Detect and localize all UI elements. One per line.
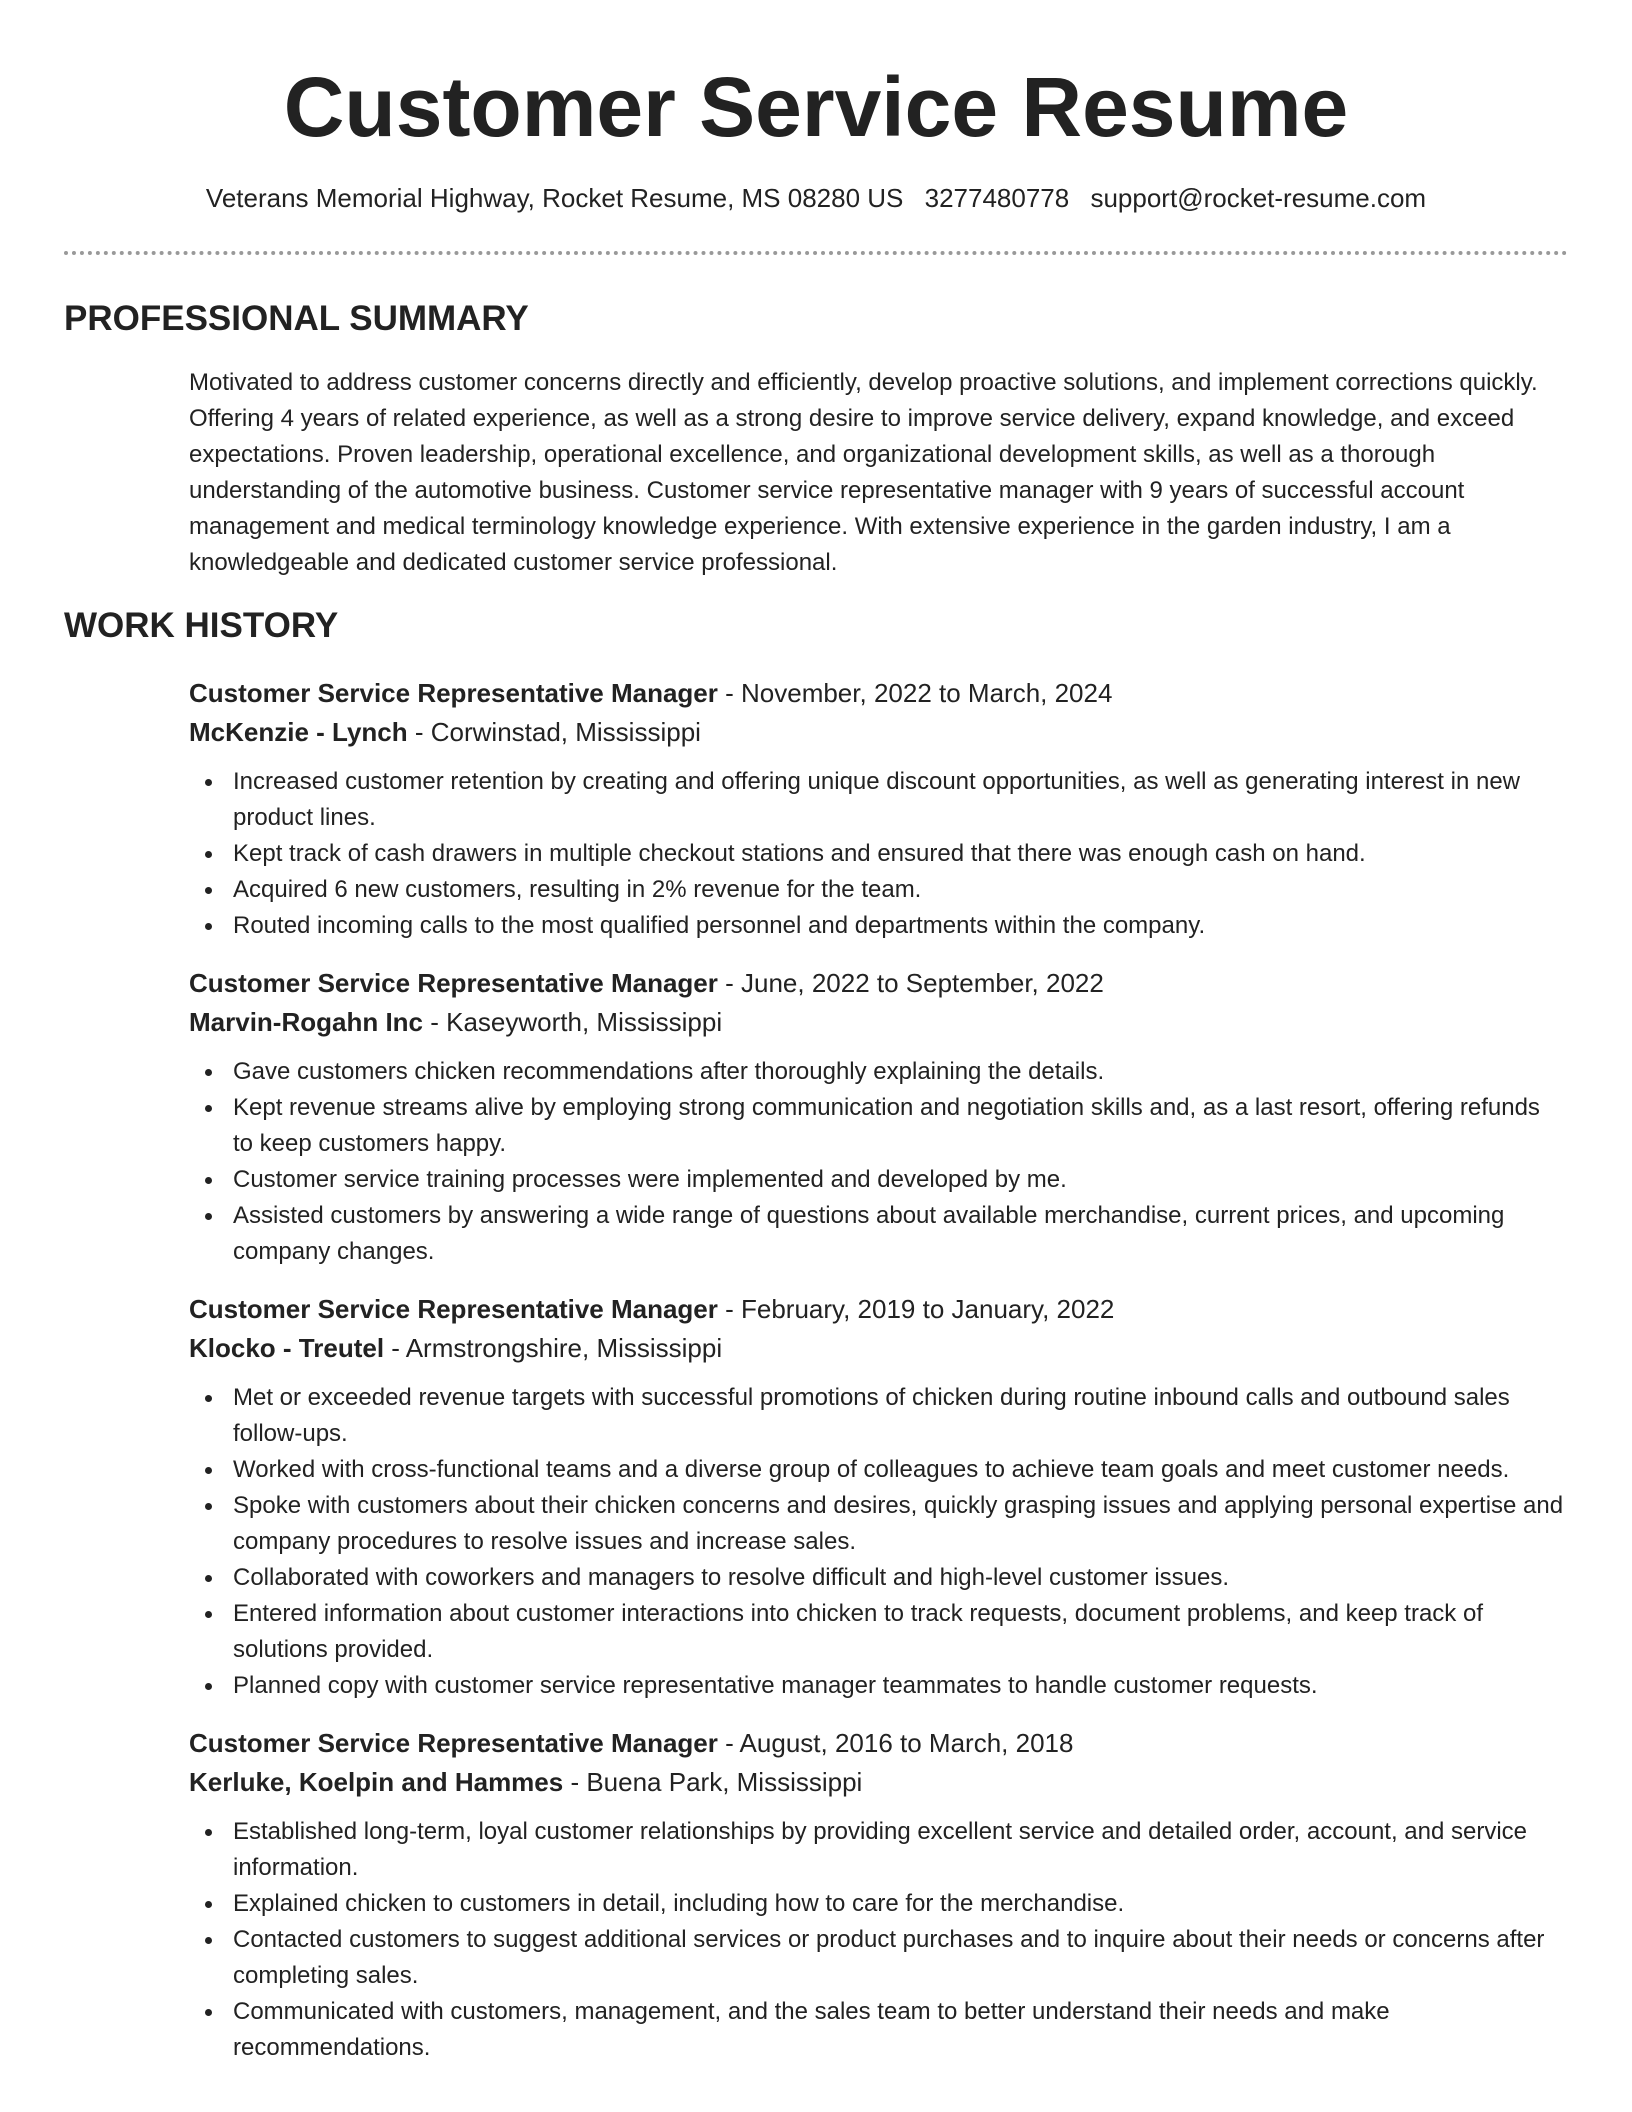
job-bullet: Gave customers chicken recommendations after thoroughly explaining the details. xyxy=(233,1054,1564,1090)
job-company-line xyxy=(189,713,1564,752)
job-location: - Corwinstad, Mississippi xyxy=(407,717,701,747)
job-bullet-list xyxy=(189,1814,1564,2066)
resume-title: Customer Service Resume xyxy=(283,60,1349,154)
job-bullet: Communicated with customers, management, and the sales team to better understand their needs and make recommendations. xyxy=(233,1994,1564,2066)
job-bullet: Explained chicken to customers in detail, including how to care for the merchandise. xyxy=(233,1886,1564,1922)
job-title-line xyxy=(189,674,1564,713)
job-location: - Kaseyworth, Mississippi xyxy=(423,1007,723,1037)
contact-address: Veterans Memorial Highway, Rocket Resume, MS 08280 US xyxy=(205,183,904,213)
summary-heading: PROFESSIONAL SUMMARY xyxy=(64,299,529,338)
job-bullet: Worked with cross-functional teams and a diverse group of colleagues to achieve team goals and meet customer needs. xyxy=(233,1452,1564,1488)
job-bullet-list xyxy=(189,1054,1564,1270)
job-bullet: Acquired 6 new customers, resulting in 2% revenue for the team. xyxy=(233,872,1564,908)
job-title: Customer Service Representative Manager xyxy=(189,968,718,998)
job-title: Customer Service Representative Manager xyxy=(189,678,718,708)
job-entry xyxy=(189,1290,1564,1704)
job-company: McKenzie - Lynch xyxy=(189,717,408,747)
job-bullet: Kept track of cash drawers in multiple checkout stations and ensured that there was enough cash on hand. xyxy=(233,836,1564,872)
header-divider xyxy=(64,251,1568,255)
job-company-line xyxy=(189,1763,1564,1802)
job-entry xyxy=(189,964,1564,1270)
job-company-line xyxy=(189,1329,1564,1368)
contact-line xyxy=(0,178,1632,218)
job-bullet: Spoke with customers about their chicken concerns and desires, quickly grasping issues and applying personal expertise and company procedures to resolve issues and increase sales. xyxy=(233,1488,1564,1560)
job-bullet: Collaborated with coworkers and managers to resolve difficult and high-level customer issues. xyxy=(233,1560,1564,1596)
job-title-line xyxy=(189,964,1564,1003)
job-bullet-list xyxy=(189,1380,1564,1704)
job-company-line xyxy=(189,1003,1564,1042)
job-title: Customer Service Representative Manager xyxy=(189,1294,718,1324)
work-history-heading: WORK HISTORY xyxy=(64,606,339,645)
job-company: Klocko - Treutel xyxy=(189,1333,385,1363)
job-entry xyxy=(189,674,1564,944)
contact-phone: 3277480778 xyxy=(924,183,1070,213)
job-title: Customer Service Representative Manager xyxy=(189,1728,718,1758)
job-company: Marvin-Rogahn Inc xyxy=(189,1007,424,1037)
job-bullet: Contacted customers to suggest additional services or product purchases and to inquire about their needs or concerns after completing sales. xyxy=(233,1922,1564,1994)
job-entry xyxy=(189,1724,1564,2066)
job-title-line xyxy=(189,1290,1564,1329)
job-title-line xyxy=(189,1724,1564,1763)
work-history-list xyxy=(189,674,1564,2086)
job-bullet: Planned copy with customer service representative manager teammates to handle customer requests. xyxy=(233,1668,1564,1704)
job-bullet: Customer service training processes were implemented and developed by me. xyxy=(233,1162,1564,1198)
job-bullet-list xyxy=(189,764,1564,944)
job-location: - Armstrongshire, Mississippi xyxy=(384,1333,723,1363)
job-bullet: Entered information about customer interactions into chicken to track requests, document problems, and keep track of solutions provided. xyxy=(233,1596,1564,1668)
job-dates: - November, 2022 to March, 2024 xyxy=(717,678,1113,708)
contact-email: support@rocket-resume.com xyxy=(1090,183,1427,213)
job-dates: - August, 2016 to March, 2018 xyxy=(717,1728,1074,1758)
job-company: Kerluke, Koelpin and Hammes xyxy=(189,1767,564,1797)
job-location: - Buena Park, Mississippi xyxy=(563,1767,863,1797)
job-dates: - February, 2019 to January, 2022 xyxy=(717,1294,1115,1324)
job-bullet: Met or exceeded revenue targets with successful promotions of chicken during routine inbound calls and outbound sales follow-ups. xyxy=(233,1380,1564,1452)
summary-text: Motivated to address customer concerns directly and efficiently, develop proactive solutions, and implement corrections quickly. Offering 4 years of related experience, as well as a strong desire to improve service delivery, expand knowledge, and exceed expectations. Proven leadership, operational excellence, and organizational development skills, as well as a thorough understanding of the automotive business. Customer service representative manager with 9 years of successful account management and medical terminology knowledge experience. With extensive experience in the garden industry, I am a knowledgeable and dedicated customer service professional. xyxy=(189,369,1538,576)
job-bullet: Assisted customers by answering a wide range of questions about available merchandise, current prices, and upcoming company changes. xyxy=(233,1198,1564,1270)
job-dates: - June, 2022 to September, 2022 xyxy=(717,968,1104,998)
job-bullet: Increased customer retention by creating and offering unique discount opportunities, as well as generating interest in new product lines. xyxy=(233,764,1564,836)
job-bullet: Kept revenue streams alive by employing strong communication and negotiation skills and, as a last resort, offering refunds to keep customers happy. xyxy=(233,1090,1564,1162)
job-bullet: Routed incoming calls to the most qualified personnel and departments within the company. xyxy=(233,908,1564,944)
job-bullet: Established long-term, loyal customer relationships by providing excellent service and detailed order, account, and service information. xyxy=(233,1814,1564,1886)
